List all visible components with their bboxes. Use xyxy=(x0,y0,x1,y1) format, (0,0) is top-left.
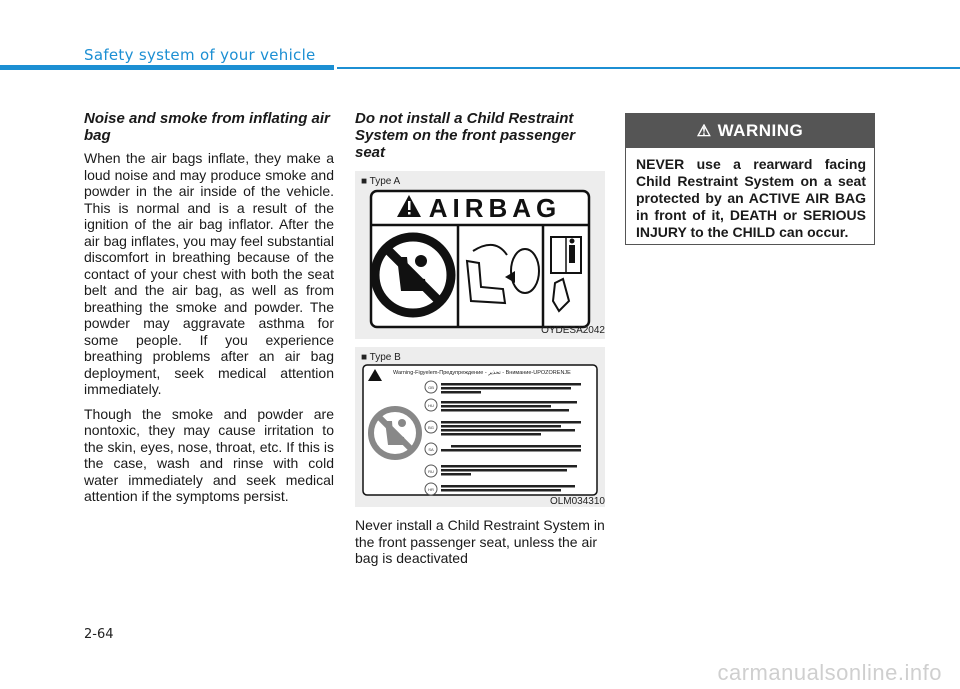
lang-code-4: RU xyxy=(428,469,434,474)
no-child-seat-icon xyxy=(371,409,419,457)
figure-a-label: ■ Type A xyxy=(361,176,401,187)
column-noise-smoke xyxy=(84,110,334,513)
warning-header xyxy=(626,114,874,148)
figure-b-header-text: Warning-Figyelem-Предупреждение - تحذير - Внимание-UPOZORENJE xyxy=(393,370,571,376)
warning-title: WARNING xyxy=(717,121,804,140)
child-restraint-heading: Do not install a Child Restraint System on the front passenger seat xyxy=(355,110,576,161)
lang-code-0: GB xyxy=(428,385,434,390)
lang-code-5: HR xyxy=(428,487,434,492)
child-restraint-caption: Never install a Child Restraint System in the front passenger seat, unless the air bag is deactivated xyxy=(355,517,605,566)
header-bar xyxy=(0,65,334,70)
figure-a-code: OYDESA2042 xyxy=(541,325,605,336)
warning-triangle-icon: ⚠ xyxy=(696,123,712,140)
noise-smoke-heading: Noise and smoke from inflating air bag xyxy=(84,110,330,144)
airbag-word: AIRBAG xyxy=(428,193,562,223)
page-number: 2-64 xyxy=(84,627,114,642)
noise-smoke-paragraph-2: Though the smoke and powder are nontoxic, they may cause irritation to the skin, eyes, nose, throat, etc. If this is the case, wash and rinse with cold water immediately and seek medical attention if the symptoms persist. xyxy=(84,405,334,504)
airbag-label-image xyxy=(355,171,605,339)
figure-b-code: OLM034310 xyxy=(549,496,605,507)
lang-code-1: HU xyxy=(428,403,434,408)
noise-smoke-paragraph-1: When the air bags inflate, they make a loud noise and may produce smoke and powder in the air inside of the vehicle. This is normal and is a result of the ignition of the air bag inflator. After the air bag inflates, you may feel substantial discomfort in breathing because of the contact of your chest with both the seat belt and the air bag, as well as from breathing the smoke and powder. The powder may aggravate asthma for some people. If you experience breathing problems after an air bag deployment, seek medical attention immediately. xyxy=(84,150,334,397)
figure-type-b xyxy=(355,347,605,507)
no-child-seat-icon xyxy=(375,237,451,313)
warning-box xyxy=(625,113,875,245)
warning-text: NEVER use a rearward facing Child Restraint System on a seat protected by an ACTIVE AIR BAG in front of it, DEATH or SERIOUS INJURY to the CHILD can occur. xyxy=(636,156,866,240)
lang-code-2: BG xyxy=(428,425,434,430)
figure-b-label: ■ Type B xyxy=(361,352,401,363)
column-child-restraint xyxy=(355,110,605,575)
header-rule xyxy=(337,67,960,69)
watermark: carmanualsonline.info xyxy=(717,660,942,685)
section-title: Safety system of your vehicle xyxy=(84,46,316,64)
figure-type-a xyxy=(355,171,605,339)
lang-code-3: SA xyxy=(428,447,434,452)
